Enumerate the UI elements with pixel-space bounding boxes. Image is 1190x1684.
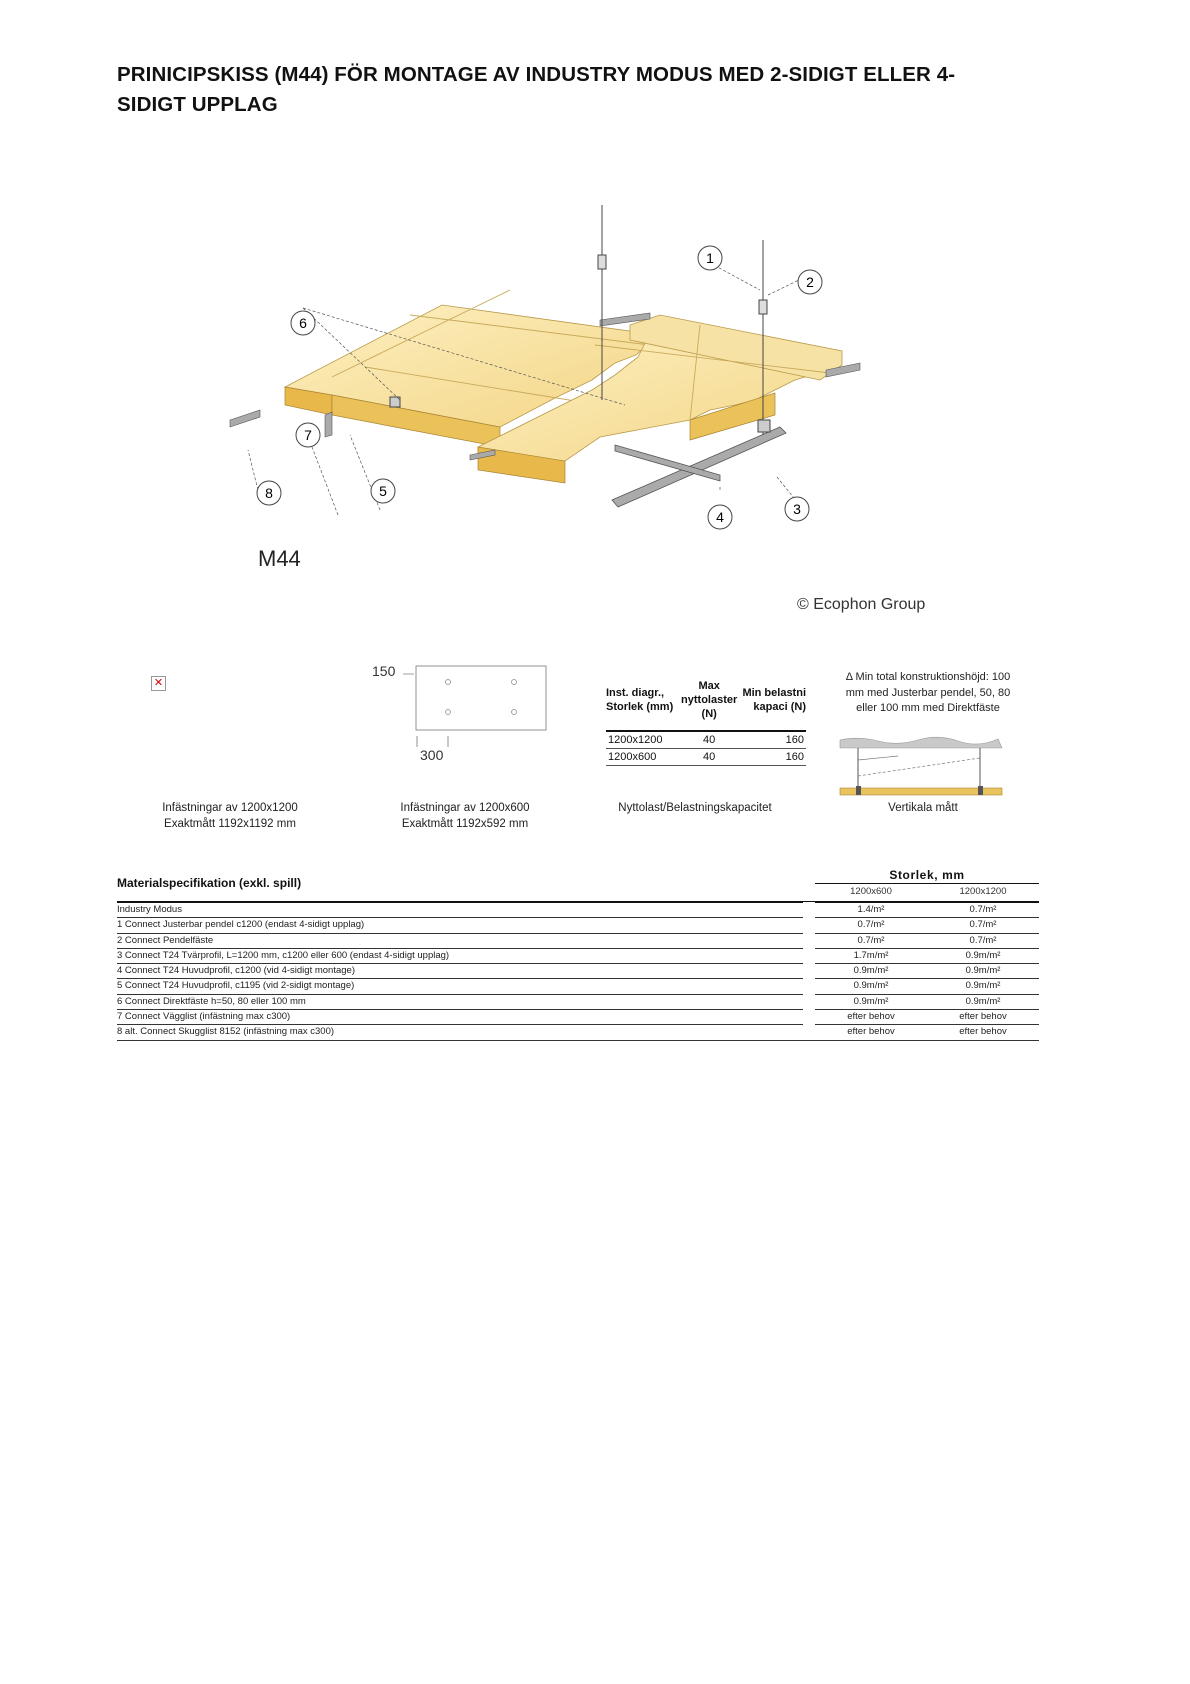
material-label: 2 Connect Pendelfäste xyxy=(117,934,214,946)
size-columns: 1200x600 1200x1200 xyxy=(815,883,1039,897)
table-row xyxy=(117,1010,1039,1025)
material-qty-1200x600: 1.7m/m² xyxy=(853,949,889,961)
load-col-max-header: Max nyttolaster (N) xyxy=(681,680,738,720)
material-qty-1200x600: 1.4/m² xyxy=(857,904,885,915)
svg-text:5: 5 xyxy=(379,483,387,499)
svg-text:8: 8 xyxy=(265,485,273,501)
material-qty-1200x1200: 0.9m/m² xyxy=(965,965,1001,977)
table-row xyxy=(117,949,1039,964)
material-qty-1200x1200: 0.9m/m² xyxy=(965,995,1001,1007)
material-qty-1200x1200: 0.7/m² xyxy=(969,934,997,946)
callout-2 xyxy=(798,270,822,294)
page-title: PRINICIPSKISS (M44) FÖR MONTAGE AV INDUSTRY MODUS MED 2-SIDIGT ELLER 4-SIDIGT UPPLAG xyxy=(117,63,956,116)
table-row xyxy=(117,918,1039,933)
svg-text:2: 2 xyxy=(806,274,814,290)
material-label: 5 Connect T24 Huvudprofil, c1195 (vid 2-sidigt montage) xyxy=(117,980,355,992)
material-qty-1200x1200: efter behov xyxy=(959,1011,1007,1023)
material-qty-1200x600: 0.9m/m² xyxy=(853,995,889,1007)
material-qty-1200x600: 0.9m/m² xyxy=(853,980,889,992)
callout-1 xyxy=(698,246,722,270)
vertical-dimension-diagram xyxy=(838,738,1008,798)
material-label: 6 Connect Direktfäste h=50, 80 eller 100 mm xyxy=(117,995,306,1007)
svg-text:4: 4 xyxy=(716,509,724,525)
callout-8 xyxy=(257,481,281,505)
svg-text:1: 1 xyxy=(706,250,714,266)
load-col-min-header: Min belastni kapaci (N) xyxy=(742,687,806,713)
material-qty-1200x1200: efter behov xyxy=(959,1026,1007,1038)
material-qty-1200x1200: 0.9m/m² xyxy=(965,980,1001,992)
callout-4 xyxy=(708,505,732,529)
table-row xyxy=(117,979,1039,994)
table-row xyxy=(117,934,1039,949)
dim-300: 300 xyxy=(420,747,444,763)
table-row xyxy=(117,995,1039,1010)
fixing-diagram xyxy=(370,662,560,767)
table-row: 1200x1200 40 160 xyxy=(606,731,806,749)
load-col-size-header: Inst. diagr., Storlek (mm) xyxy=(606,687,674,713)
material-label: 4 Connect T24 Huvudprofil, c1200 (vid 4-sidigt montage) xyxy=(117,965,355,977)
material-qty-1200x600: efter behov xyxy=(847,1011,895,1023)
material-qty-1200x600: efter behov xyxy=(847,1026,895,1038)
svg-text:3: 3 xyxy=(793,501,801,517)
callout-5 xyxy=(371,479,395,503)
caption-load: Nyttolast/Belastningskapacitet xyxy=(618,802,772,814)
material-label: 3 Connect T24 Tvärprofil, L=1200 mm, c1200 eller 600 (endast 4-sidigt upplag) xyxy=(117,949,450,961)
broken-image-icon: ✕ xyxy=(151,676,166,691)
caption-fixing-1200x600: Infästningar av 1200x600 Exaktmått 1192x592 mm xyxy=(400,802,530,830)
min-height-note: Δ Min total konstruktionshöjd: 100 mm med Justerbar pendel, 50, 80 eller 100 mm med Direktfäste xyxy=(845,671,1011,714)
material-label: Industry Modus xyxy=(117,904,182,915)
material-qty-1200x600: 0.9m/m² xyxy=(853,965,889,977)
material-qty-1200x600: 0.7/m² xyxy=(857,934,885,946)
material-spec-table xyxy=(117,866,1039,1041)
material-qty-1200x1200: 0.7/m² xyxy=(969,904,997,915)
table-row xyxy=(117,1025,1039,1040)
material-label: 1 Connect Justerbar pendel c1200 (endast 4-sidigt upplag) xyxy=(117,919,365,931)
material-qty-1200x1200: 0.9m/m² xyxy=(965,949,1001,961)
callout-3 xyxy=(785,497,809,521)
material-label: 7 Connect Vägglist (infästning max c300) xyxy=(117,1011,291,1023)
material-label: 8 alt. Connect Skugglist 8152 (infästning max c300) xyxy=(117,1026,335,1038)
callout-6 xyxy=(291,311,315,335)
caption-vertical: Vertikala mått xyxy=(888,802,958,814)
load-table xyxy=(606,670,806,770)
table-row: 1200x600 40 160 xyxy=(606,749,806,766)
table-row xyxy=(117,903,1039,918)
figure-label: M44 xyxy=(258,546,301,571)
size-title: Storlek, mm xyxy=(889,868,965,882)
svg-text:6: 6 xyxy=(299,315,307,331)
copyright: © Ecophon Group xyxy=(797,596,926,613)
callout-7 xyxy=(296,423,320,447)
material-qty-1200x600: 0.7/m² xyxy=(857,919,885,931)
material-qty-1200x1200: 0.7/m² xyxy=(969,919,997,931)
ceiling-installation-drawing xyxy=(220,205,940,555)
table-row xyxy=(117,964,1039,979)
dim-150: 150 xyxy=(372,663,396,679)
caption-fixing-1200x1200: Infästningar av 1200x1200 Exaktmått 1192x1192 mm xyxy=(162,802,298,830)
material-spec-title: Materialspecifikation (exkl. spill) xyxy=(117,876,302,890)
svg-text:7: 7 xyxy=(304,427,312,443)
